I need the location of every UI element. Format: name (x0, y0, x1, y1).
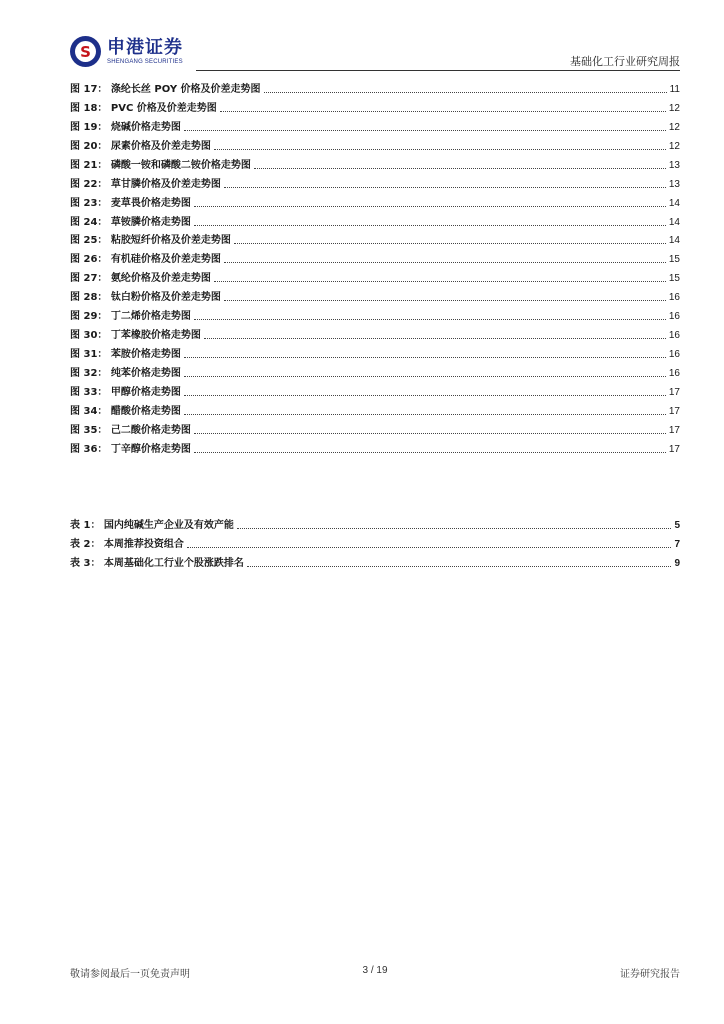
toc-entry-label: 图 34： 醋酸价格走势图 (70, 405, 181, 417)
toc-entry-page: 13 (668, 159, 680, 171)
toc-entry-page: 12 (668, 102, 680, 114)
dot-leader (254, 167, 666, 169)
dot-leader (194, 318, 666, 320)
toc-entry-label: 图 20： 尿素价格及价差走势图 (70, 140, 211, 152)
toc-entry[interactable] (70, 437, 680, 456)
toc-entry-page: 16 (668, 330, 680, 342)
toc-entry-page: 14 (668, 216, 680, 228)
toc-entry-page: 12 (668, 140, 680, 152)
toc-entry-label: 图 36： 丁辛醇价格走势图 (70, 443, 191, 455)
toc-entry[interactable] (70, 551, 680, 570)
footer-report-label: 证券研究报告 (620, 969, 680, 980)
dot-leader (194, 432, 666, 434)
toc-entry[interactable] (70, 229, 680, 248)
toc-entry[interactable] (70, 77, 680, 96)
toc-entry[interactable] (70, 342, 680, 361)
header-divider (196, 70, 680, 71)
toc-entry[interactable] (70, 247, 680, 266)
toc-entry-page: 16 (668, 368, 680, 379)
toc-entry-label: 图 18： PVC 价格及价差走势图 (70, 102, 217, 114)
toc-entry-page: 16 (668, 292, 680, 304)
toc-entry[interactable] (70, 210, 680, 229)
toc-entry-page: 14 (668, 235, 680, 247)
dot-leader (224, 186, 666, 188)
toc-entry[interactable] (70, 361, 680, 380)
toc-entry-label: 图 28： 钛白粉价格及价差走势图 (70, 292, 221, 304)
toc-entry[interactable] (70, 380, 680, 399)
toc-entry[interactable] (70, 418, 680, 437)
logo-chinese-name: 申港证券 (107, 36, 183, 58)
report-type-title: 基础化工行业研究周报 (570, 55, 680, 68)
toc-entry-label: 图 27： 氨纶价格及价差走势图 (70, 273, 211, 285)
toc-entry-label: 图 21： 磷酸一铵和磷酸二铵价格走势图 (70, 159, 251, 171)
toc-entry[interactable] (70, 513, 680, 532)
dot-leader (204, 337, 666, 339)
toc-entry-page: 5 (674, 520, 680, 531)
company-logo (70, 36, 183, 67)
dot-leader (237, 527, 672, 529)
toc-entry[interactable] (70, 323, 680, 342)
toc-entry-page: 12 (668, 121, 680, 133)
toc-entry[interactable] (70, 304, 680, 323)
table-index (70, 513, 680, 570)
toc-entry-page: 7 (674, 539, 680, 550)
dot-leader (194, 224, 666, 226)
logo-english-name: SHENGANG SECURITIES (107, 58, 183, 65)
toc-entry[interactable] (70, 532, 680, 551)
page-header (0, 0, 724, 80)
dot-leader (187, 546, 672, 548)
logo-mark-icon: S (70, 36, 101, 67)
toc-entry[interactable] (70, 285, 680, 304)
dot-leader (194, 451, 666, 453)
toc-entry-label: 图 35： 己二酸价格走势图 (70, 424, 191, 436)
toc-entry-label: 图 25： 粘胶短纤价格及价差走势图 (70, 235, 231, 247)
toc-entry-label: 图 17： 涤纶长丝 POY 价格及价差走势图 (70, 83, 261, 95)
toc-entry-label: 图 19： 烧碱价格走势图 (70, 121, 181, 133)
dot-leader (224, 299, 666, 301)
toc-entry-page: 13 (668, 178, 680, 190)
dot-leader (184, 413, 666, 415)
dot-leader (184, 394, 666, 396)
toc-entry[interactable] (70, 115, 680, 134)
toc-entry[interactable] (70, 191, 680, 210)
dot-leader (184, 356, 666, 358)
toc-entry[interactable] (70, 266, 680, 285)
dot-leader (214, 148, 666, 150)
toc-entry-page: 9 (674, 558, 680, 569)
dot-leader (184, 375, 666, 377)
toc-entry-label: 表 2： 本周推荐投资组合 (70, 539, 184, 550)
toc-entry[interactable] (70, 153, 680, 172)
page-number: 3 / 19 (362, 965, 388, 976)
toc-entry-page: 15 (668, 273, 680, 285)
dot-leader (220, 110, 666, 112)
toc-entry-page: 17 (668, 443, 680, 455)
figure-index (70, 77, 680, 456)
toc-entry-label: 图 29： 丁二烯价格走势图 (70, 311, 191, 323)
dot-leader (184, 129, 666, 131)
toc-entry-page: 15 (668, 254, 680, 266)
toc-entry-label: 图 31： 苯胺价格走势图 (70, 349, 181, 361)
dot-leader (194, 205, 666, 207)
dot-leader (247, 565, 672, 567)
toc-entry-label: 表 1： 国内纯碱生产企业及有效产能 (70, 520, 234, 531)
toc-entry[interactable] (70, 134, 680, 153)
footer-disclaimer: 敬请参阅最后一页免责声明 (70, 969, 190, 980)
dot-leader (264, 91, 667, 93)
toc-entry-page: 17 (668, 386, 680, 398)
toc-entry-label: 图 33： 甲醇价格走势图 (70, 386, 181, 398)
toc-entry[interactable] (70, 399, 680, 418)
toc-entry-label: 图 32： 纯苯价格走势图 (70, 368, 181, 379)
toc-entry-page: 16 (668, 311, 680, 323)
dot-leader (214, 280, 666, 282)
dot-leader (224, 261, 666, 263)
toc-entry-page: 17 (668, 424, 680, 436)
toc-entry-page: 14 (668, 197, 680, 209)
page-footer (70, 965, 680, 979)
toc-entry-page: 11 (669, 83, 680, 95)
toc-entry-page: 17 (668, 405, 680, 417)
toc-entry-label: 表 3： 本周基础化工行业个股涨跌排名 (70, 558, 244, 569)
toc-entry[interactable] (70, 96, 680, 115)
toc-entry-label: 图 24： 草铵膦价格走势图 (70, 216, 191, 228)
toc-entry-label: 图 30： 丁苯橡胶价格走势图 (70, 330, 201, 342)
dot-leader (234, 242, 666, 244)
toc-entry-page: 16 (668, 349, 680, 361)
toc-entry-label: 图 22： 草甘膦价格及价差走势图 (70, 178, 221, 190)
toc-entry-label: 图 26： 有机硅价格及价差走势图 (70, 254, 221, 266)
toc-entry[interactable] (70, 172, 680, 191)
toc-entry-label: 图 23： 麦草畏价格走势图 (70, 197, 191, 209)
